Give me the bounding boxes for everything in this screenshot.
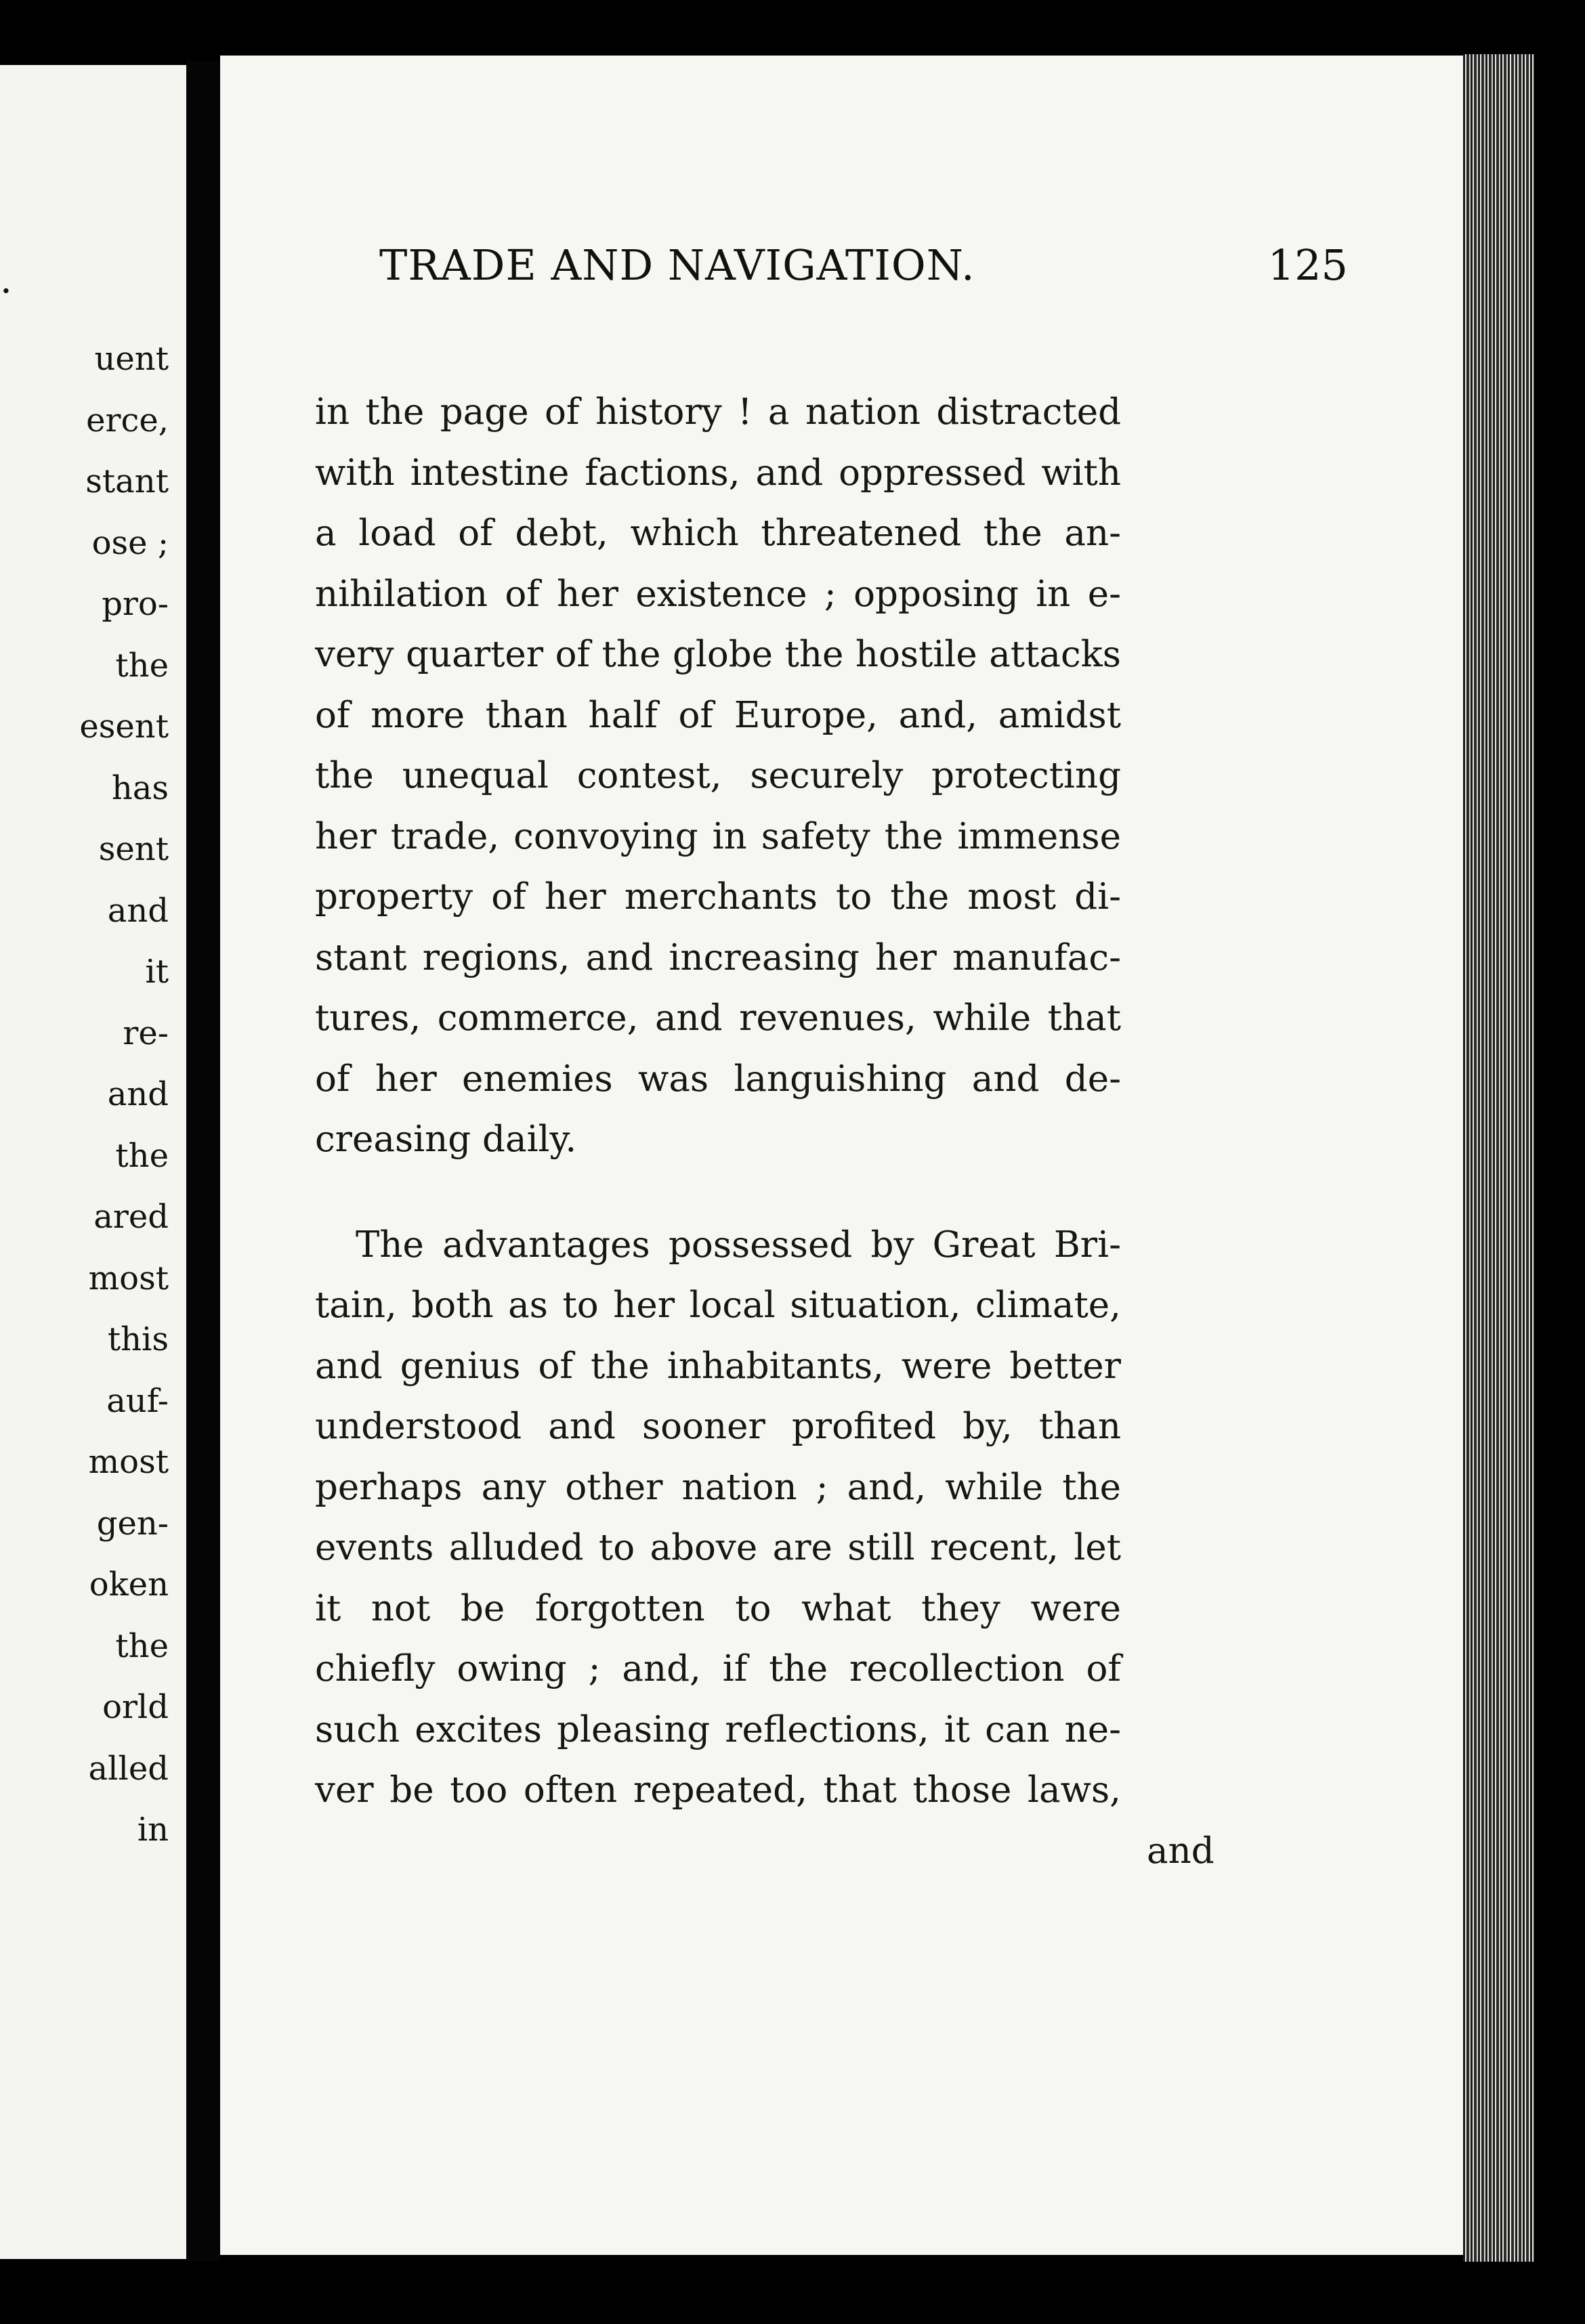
previous-page-line-fragment: ose ; (91, 523, 169, 562)
text-line: property of her merchants to the most di- (315, 876, 1121, 918)
text-line: and genius of the inhabitants, were better (315, 1345, 1121, 1387)
previous-page-line-fragment: most (88, 1259, 169, 1297)
previous-page-line-fragment: esent (79, 708, 169, 746)
text-line: tain, both as to her local situation, climate, (315, 1285, 1121, 1326)
previous-page-line-fragment: oken (89, 1566, 169, 1604)
text-line: it not be forgotten to what they were (315, 1587, 1121, 1629)
previous-page-line-fragment: the (115, 1627, 169, 1665)
page-number: 125 (1267, 240, 1348, 290)
text-line: her trade, convoying in safety the immense (315, 815, 1121, 857)
text-line: creasing daily. (315, 1119, 577, 1160)
previous-page-line-fragment: and (107, 891, 169, 930)
text-line: very quarter of the globe the hostile attacks (315, 634, 1121, 675)
previous-page-line-fragment: the (115, 646, 169, 685)
previous-page-line-fragment: pro- (102, 585, 169, 623)
previous-page-line-fragment: re- (123, 1014, 169, 1052)
book-gutter (186, 61, 220, 2262)
previous-page-line-fragment: it (145, 953, 169, 991)
running-title: TRADE AND NAVIGATION. (379, 240, 975, 290)
text-line: The advantages possessed by Great Bri- (356, 1224, 1121, 1266)
text-line: such excites pleasing reflections, it can ne- (315, 1708, 1121, 1750)
text-line: a load of debt, which threatened the an- (315, 513, 1121, 554)
text-line: the unequal contest, securely protecting (315, 755, 1121, 796)
page-edges (1463, 54, 1534, 2262)
previous-page-line-fragment: stant (85, 462, 169, 500)
previous-page-line-fragment: alled (88, 1749, 169, 1788)
previous-page-line-fragment: in (137, 1811, 169, 1849)
text-line: perhaps any other nation ; and, while the (315, 1466, 1121, 1508)
text-line: stant regions, and increasing her manufac- (315, 937, 1121, 978)
text-line: events alluded to above are still recent, let (315, 1527, 1121, 1568)
text-line: tures, commerce, and revenues, while that (315, 997, 1121, 1039)
previous-page-line-fragment: this (107, 1320, 169, 1358)
current-page (220, 56, 1463, 2255)
previous-page-line-fragment: the (115, 1136, 169, 1175)
text-line: with intestine factions, and oppressed with (315, 452, 1121, 494)
previous-page-line-fragment: gen- (96, 1504, 169, 1543)
text-line: chiefly owing ; and, if the recollection of (315, 1648, 1121, 1690)
previous-page-line-fragment: and (107, 1075, 169, 1113)
text-line: of her enemies was languishing and de- (315, 1058, 1121, 1100)
text-line: of more than half of Europe, and, amidst (315, 694, 1121, 736)
text-line: nihilation of her existence ; opposing in e- (315, 573, 1121, 615)
text-line: ver be too often repeated, that those laws, (315, 1769, 1121, 1811)
previous-page-line-fragment: uent (94, 340, 169, 378)
text-line: in the page of history ! a nation distracted (315, 391, 1121, 433)
previous-page-line-fragment: sent (98, 830, 169, 868)
previous-page-line-fragment: erce, (86, 401, 169, 439)
previous-page (0, 65, 186, 2259)
previous-page-line-fragment: orld (102, 1688, 169, 1726)
previous-page-line-fragment: ared (93, 1198, 169, 1236)
previous-page-header-mark: . (0, 258, 12, 302)
text-line: understood and sooner profited by, than (315, 1406, 1121, 1447)
previous-page-line-fragment: auf- (106, 1381, 169, 1420)
page-body (315, 56, 1214, 2255)
previous-page-line-fragment: most (88, 1443, 169, 1481)
catchword: and (1147, 1830, 1214, 1872)
previous-page-line-fragment: has (111, 769, 169, 807)
